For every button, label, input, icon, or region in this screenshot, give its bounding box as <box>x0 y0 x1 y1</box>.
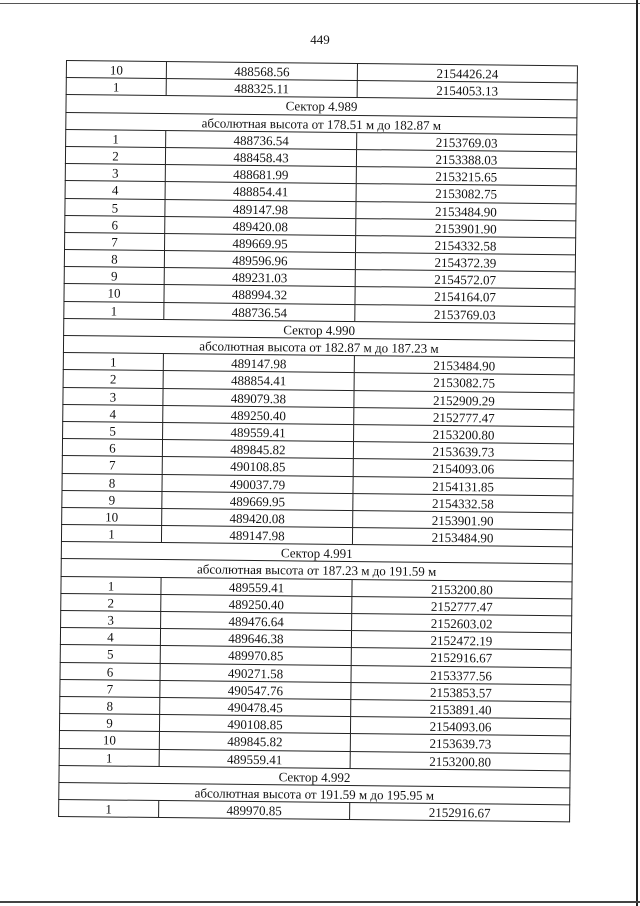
y-coordinate-cell: 2153082.75 <box>433 375 496 391</box>
x-coordinate-cell: 489669.95 <box>162 492 353 510</box>
x-coordinate-cell: 489559.41 <box>163 423 354 441</box>
page-edge-bottom <box>0 901 640 903</box>
point-number-cell: 2 <box>61 594 161 611</box>
x-coordinate-cell: 488681.99 <box>166 165 357 183</box>
y-coordinate-cell: 2153215.65 <box>435 169 498 185</box>
y-coordinate-cell: 2153639.73 <box>429 736 492 752</box>
sector-header-row: абсолютная высота от 182.87 м до 187.23 м <box>63 336 575 359</box>
y-coordinate-cell: 2152603.02 <box>430 615 493 632</box>
point-number-cell: 6 <box>63 439 163 456</box>
point-number-cell: 3 <box>63 388 163 405</box>
point-number-cell: 2 <box>64 370 164 387</box>
x-coordinate-cell: 489147.98 <box>165 200 356 218</box>
point-number-cell: 1 <box>67 78 167 95</box>
x-coordinate-cell: 489596.96 <box>165 251 356 269</box>
x-coordinate-cell: 488854.41 <box>164 371 355 389</box>
page-edge-right <box>636 0 638 906</box>
y-coordinate-cell: 2154164.07 <box>434 289 496 305</box>
y-coordinate-cell: 2153769.03 <box>435 134 498 151</box>
point-number-cell: 6 <box>61 663 161 680</box>
point-number-cell: 3 <box>61 611 161 628</box>
x-coordinate-cell: 488736.54 <box>166 131 357 149</box>
x-coordinate-cell: 488458.43 <box>166 148 357 166</box>
y-coordinate-cell: 2153769.03 <box>433 306 496 323</box>
x-coordinate-cell: 490108.85 <box>160 715 351 733</box>
y-coordinate-cell: 2154053.13 <box>436 83 499 99</box>
y-coordinate-cell: 2153200.80 <box>431 581 493 598</box>
y-coordinate-cell: 2152916.67 <box>430 650 493 666</box>
x-coordinate-cell: 488736.54 <box>164 303 355 321</box>
y-coordinate-cell: 2153853.57 <box>429 684 492 701</box>
point-number-cell: 8 <box>63 473 163 490</box>
x-coordinate-cell: 490108.85 <box>163 457 354 475</box>
x-coordinate-cell: 488854.41 <box>166 182 357 200</box>
point-number-cell: 3 <box>66 164 166 181</box>
x-coordinate-cell: 489845.82 <box>163 440 354 458</box>
x-coordinate-cell: 489669.95 <box>165 234 356 252</box>
point-number-cell: 7 <box>60 680 160 697</box>
x-coordinate-cell: 489476.64 <box>161 612 352 630</box>
y-coordinate-cell: 2154093.06 <box>432 461 495 477</box>
point-number-cell: 8 <box>60 697 160 714</box>
y-coordinate-cell: 2152916.67 <box>428 804 491 821</box>
point-number-cell: 10 <box>60 731 160 748</box>
point-number-cell: 7 <box>65 233 165 250</box>
y-coordinate-cell: 2154332.58 <box>431 495 494 512</box>
point-number-cell: 6 <box>65 216 165 233</box>
y-coordinate-cell: 2153377.56 <box>430 667 493 684</box>
y-coordinate-cell: 2153388.03 <box>435 151 498 168</box>
point-number-cell: 2 <box>66 147 166 164</box>
x-coordinate-cell: 489646.38 <box>161 629 352 647</box>
point-number-cell: 10 <box>67 61 167 78</box>
point-number-cell: 9 <box>60 714 160 731</box>
sector-header-row: абсолютная высота от 178.51 м до 182.87 м <box>65 113 577 136</box>
x-coordinate-cell: 488994.32 <box>164 285 355 303</box>
point-number-cell: 4 <box>63 405 163 422</box>
y-coordinate-cell: 2153891.40 <box>429 701 492 718</box>
point-number-cell: 10 <box>62 508 162 525</box>
sector-header-row: Сектор 4.990 <box>63 319 575 342</box>
y-coordinate-cell: 2154093.06 <box>429 718 492 735</box>
y-coordinate-cell: 2153639.73 <box>432 443 495 460</box>
page-number: 449 <box>310 32 330 47</box>
point-number-cell: 5 <box>65 199 165 216</box>
page-edge-top <box>0 3 640 4</box>
y-coordinate-cell: 2154372.39 <box>434 254 497 271</box>
sector-header-row: абсолютная высота от 187.23 м до 191.59 м <box>61 559 573 582</box>
x-coordinate-cell: 489231.03 <box>165 268 356 286</box>
y-coordinate-cell: 2154426.24 <box>436 65 499 82</box>
y-coordinate-cell: 2152472.19 <box>430 633 493 649</box>
y-coordinate-cell: 2154572.07 <box>434 272 497 288</box>
x-coordinate-cell: 489559.41 <box>160 750 351 768</box>
y-coordinate-cell: 2152777.47 <box>432 409 495 426</box>
y-coordinate-cell: 2153484.90 <box>431 529 494 546</box>
y-coordinate-cell: 2154131.85 <box>432 478 495 495</box>
y-coordinate-cell: 2153484.90 <box>434 203 497 220</box>
x-coordinate-cell: 489845.82 <box>160 732 351 750</box>
x-coordinate-cell: 489250.40 <box>163 406 354 424</box>
y-coordinate-cell: 2152909.29 <box>433 392 495 409</box>
point-number-cell: 4 <box>61 628 161 645</box>
y-coordinate-cell: 2152777.47 <box>430 598 493 615</box>
coordinates-table <box>58 60 578 823</box>
x-coordinate-cell: 489147.98 <box>162 526 353 544</box>
y-coordinate-cell: 2153200.80 <box>429 753 492 769</box>
x-coordinate-cell: 489559.41 <box>161 578 352 596</box>
point-number-cell: 9 <box>65 267 165 284</box>
x-coordinate-cell: 490271.58 <box>161 664 352 682</box>
point-number-cell: 1 <box>62 525 162 542</box>
x-coordinate-cell: 489970.85 <box>161 646 352 664</box>
point-number-cell: 5 <box>63 422 163 439</box>
x-coordinate-cell: 489079.38 <box>163 389 354 407</box>
sector-header-row: Сектор 4.992 <box>58 766 570 789</box>
point-number-cell: 1 <box>61 577 161 594</box>
y-coordinate-cell: 2153901.90 <box>434 220 497 237</box>
y-coordinate-cell: 2154332.58 <box>434 237 497 254</box>
x-coordinate-cell: 489250.40 <box>161 595 352 613</box>
point-number-cell: 4 <box>66 181 166 198</box>
y-coordinate-cell: 2153484.90 <box>433 358 496 374</box>
sector-header-row: Сектор 4.991 <box>61 542 573 565</box>
point-number-cell: 5 <box>61 645 161 662</box>
point-number-cell: 10 <box>64 284 164 301</box>
point-number-cell: 1 <box>64 302 164 319</box>
point-number-cell: 7 <box>63 456 163 473</box>
point-number-cell: 1 <box>66 130 166 147</box>
x-coordinate-cell: 490547.76 <box>160 681 351 699</box>
y-coordinate-cell: 2153901.90 <box>431 512 494 529</box>
point-number-cell: 1 <box>64 353 164 370</box>
x-coordinate-cell: 489147.98 <box>164 354 355 372</box>
point-number-cell: 1 <box>59 800 159 817</box>
point-number-cell: 1 <box>60 748 160 765</box>
y-coordinate-cell: 2153082.75 <box>435 186 498 202</box>
x-coordinate-cell: 489970.85 <box>159 801 350 819</box>
x-coordinate-cell: 488325.11 <box>167 79 358 97</box>
x-coordinate-cell: 490037.79 <box>162 475 353 493</box>
sector-header-row: Сектор 4.989 <box>65 95 577 118</box>
x-coordinate-cell: 489420.08 <box>162 509 353 527</box>
x-coordinate-cell: 488568.56 <box>167 62 358 80</box>
point-number-cell: 8 <box>65 250 165 267</box>
x-coordinate-cell: 490478.45 <box>160 698 351 716</box>
point-number-cell: 9 <box>62 491 162 508</box>
y-coordinate-cell: 2153200.80 <box>432 426 495 443</box>
x-coordinate-cell: 489420.08 <box>165 217 356 235</box>
sector-header-row: абсолютная высота от 191.59 м до 195.95 м <box>58 783 570 806</box>
